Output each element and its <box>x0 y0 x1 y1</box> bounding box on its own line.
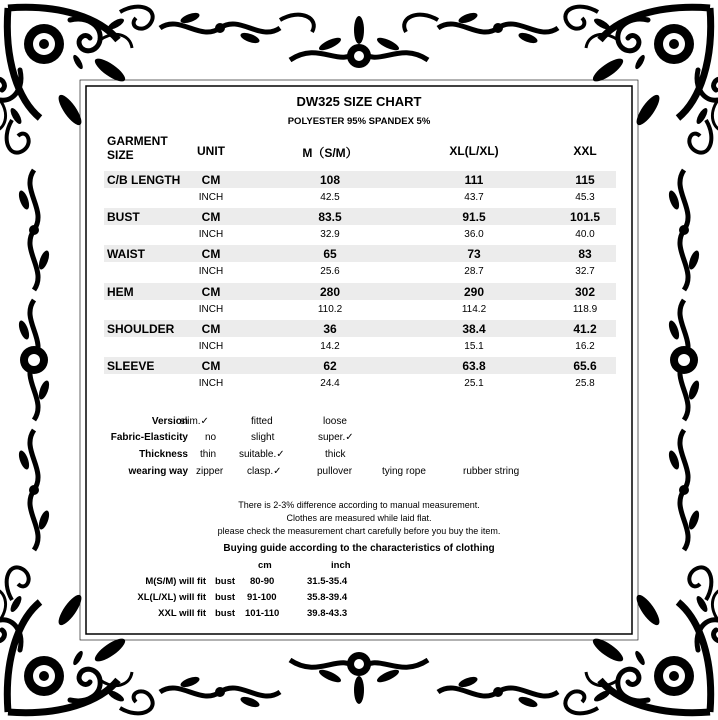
attr-option: thin <box>200 449 217 460</box>
unit-inch: INCH <box>198 378 224 389</box>
unit-inch: INCH <box>198 192 224 203</box>
cell-xl-cm: 290 <box>463 285 485 299</box>
unit-cm: CM <box>201 285 221 299</box>
cell-m-cm: 108 <box>319 173 341 187</box>
header-garment-size: GARMENT SIZE <box>107 134 168 162</box>
cell-m-cm: 65 <box>323 247 337 261</box>
row-label: SHOULDER <box>107 322 175 336</box>
guide-size: XXL will fit <box>158 608 206 619</box>
cell-xxl-cm: 41.2 <box>573 322 597 336</box>
guide-col-inch: inch <box>331 560 351 571</box>
cell-m-inch: 32.9 <box>320 229 340 240</box>
guide-inch: 35.8-39.4 <box>307 592 348 603</box>
guide-part: bust <box>215 592 236 603</box>
header-size-xl: XL(L/XL) <box>449 144 499 158</box>
row-label: C/B LENGTH <box>107 173 181 187</box>
attr-option: fitted <box>251 416 273 427</box>
cell-xl-cm: 73 <box>467 247 481 261</box>
attr-option-selected: suitable.✓ <box>239 449 285 460</box>
cell-xl-inch: 25.1 <box>464 378 484 389</box>
unit-cm: CM <box>201 322 221 336</box>
unit-inch: INCH <box>198 341 224 352</box>
cell-xxl-cm: 302 <box>574 285 596 299</box>
cell-m-cm: 62 <box>323 359 337 373</box>
row-label: HEM <box>107 285 134 299</box>
attr-label-wearing-way: wearing way <box>128 466 188 477</box>
unit-inch: INCH <box>198 266 224 277</box>
guide-cm: 80-90 <box>250 576 275 587</box>
cell-xxl-inch: 118.9 <box>572 304 598 315</box>
attr-option: no <box>205 432 217 443</box>
attr-option: loose <box>323 416 347 427</box>
cell-xxl-cm: 101.5 <box>569 210 601 224</box>
cell-m-inch: 42.5 <box>320 192 340 203</box>
guide-cm: 101-110 <box>245 608 280 619</box>
unit-inch: INCH <box>198 304 224 315</box>
cell-xxl-cm: 115 <box>575 173 595 187</box>
cell-m-cm: 36 <box>323 322 337 336</box>
header-size-xxl: XXL <box>573 144 597 158</box>
guide-col-cm: cm <box>258 560 272 571</box>
attr-option-selected: super.✓ <box>318 432 354 443</box>
cell-xl-inch: 15.1 <box>464 341 484 352</box>
note-line: Clothes are measured while laid flat. <box>286 513 432 523</box>
cell-m-cm: 280 <box>319 285 341 299</box>
unit-cm: CM <box>201 359 221 373</box>
cell-xl-inch: 43.7 <box>464 192 484 203</box>
attr-label-thickness: Thickness <box>139 449 188 460</box>
cell-xl-cm: 111 <box>464 173 484 187</box>
cell-xxl-inch: 16.2 <box>575 341 595 352</box>
unit-cm: CM <box>201 247 221 261</box>
note-line: please check the measurement chart carefully before you buy the item. <box>217 526 501 536</box>
cell-xl-inch: 28.7 <box>464 266 484 277</box>
cell-xxl-inch: 40.0 <box>575 229 595 240</box>
unit-inch: INCH <box>198 229 224 240</box>
cell-m-cm: 83.5 <box>318 210 342 224</box>
attr-option-selected: clasp.✓ <box>247 466 282 477</box>
cell-xxl-inch: 32.7 <box>575 266 595 277</box>
attr-option: tying rope <box>382 466 426 477</box>
unit-cm: CM <box>201 173 221 187</box>
header-unit: UNIT <box>197 144 225 158</box>
attr-option: thick <box>325 449 346 460</box>
cell-xl-inch: 114.2 <box>461 304 487 315</box>
cell-xxl-inch: 45.3 <box>575 192 595 203</box>
attr-option: rubber string <box>463 466 520 477</box>
chart-title: DW325 SIZE CHART <box>296 94 422 109</box>
row-label: SLEEVE <box>107 359 155 373</box>
header-size-m: M（S/M） <box>302 146 358 160</box>
attr-option: pullover <box>317 466 353 477</box>
note-line: There is 2-3% difference according to manual measurement. <box>238 500 480 510</box>
cell-xxl-inch: 25.8 <box>575 378 595 389</box>
cell-xl-cm: 38.4 <box>462 322 486 336</box>
guide-inch: 31.5-35.4 <box>307 576 348 587</box>
guide-inch: 39.8-43.3 <box>307 608 348 619</box>
attr-label-version: Version <box>151 416 188 427</box>
cell-xl-cm: 63.8 <box>462 359 486 373</box>
cell-m-inch: 14.2 <box>320 341 340 352</box>
attr-option-selected: slim.✓ <box>180 416 209 427</box>
cell-m-inch: 24.4 <box>320 378 340 389</box>
fabric-composition: POLYESTER 95% SPANDEX 5% <box>287 116 431 127</box>
attr-option: slight <box>251 432 275 443</box>
guide-cm: 91-100 <box>247 592 277 603</box>
attr-label-elasticity: Fabric-Elasticity <box>110 432 188 443</box>
buying-guide-title: Buying guide according to the characteristics of clothing <box>223 543 495 554</box>
unit-cm: CM <box>201 210 221 224</box>
cell-m-inch: 25.6 <box>320 266 340 277</box>
guide-part: bust <box>215 576 236 587</box>
attr-option: zipper <box>196 466 224 477</box>
row-label: WAIST <box>107 247 145 261</box>
cell-xl-inch: 36.0 <box>464 229 484 240</box>
cell-xxl-cm: 65.6 <box>573 359 597 373</box>
cell-xl-cm: 91.5 <box>462 210 486 224</box>
guide-size: XL(L/XL) will fit <box>137 592 206 603</box>
cell-xxl-cm: 83 <box>578 247 592 261</box>
cell-m-inch: 110.2 <box>317 304 343 315</box>
guide-part: bust <box>215 608 236 619</box>
row-label: BUST <box>107 210 140 224</box>
guide-size: M(S/M) will fit <box>145 576 206 587</box>
